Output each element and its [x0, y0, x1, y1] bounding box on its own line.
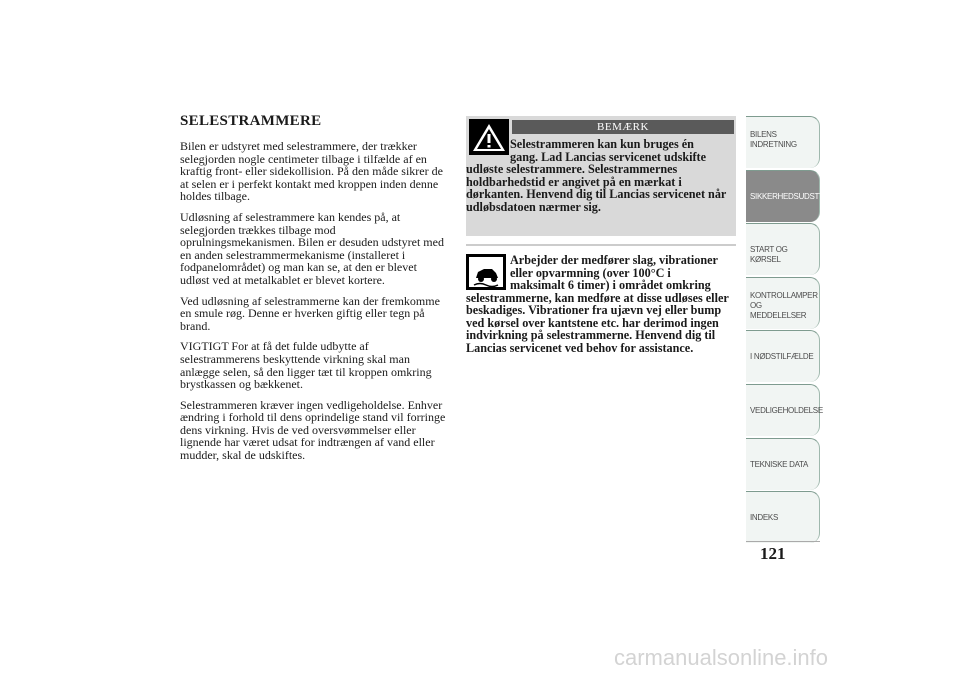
- section-title: SELESTRAMMERE: [180, 113, 322, 129]
- tab-bilens-indretning[interactable]: [746, 116, 820, 168]
- warning-rest: udløste selestrammere. Selestrammernes holdbarhedstid er angivet på en mærkat i dørkanten. Henvend dig til Lancias servicenet når udløbsdatoen nærmer sig.: [466, 162, 727, 214]
- tab-indeks[interactable]: [746, 491, 820, 543]
- paragraph-3: Ved udløsning af selestrammerne kan der fremkomme en smule røg. Denne er hverken giftig eller tegn på brand.: [180, 293, 440, 333]
- paragraph-4: VIGTIGT For at få det fulde udbytte af selestrammerens beskyttende virkning skal man anlægge selen, så den ligger tæt til kroppen omkring brystkassen og bækkenet.: [180, 339, 432, 392]
- caution-line-1: Arbejder der medfører slag, vibrationer: [510, 253, 718, 267]
- paragraph-5: Selestrammeren kræver ingen vedligeholdelse. Enhver ændring i forhold til dens oprindelige stand vil forringe dens virkning. Hvis de ved oversvømmelser eller lignende har været udsat for indtrængen af vand eller mudder, skal de udskiftes.: [180, 397, 446, 463]
- tab-label: START OG KØRSEL: [750, 245, 788, 265]
- divider: [466, 244, 736, 246]
- caution-text: [466, 254, 738, 354]
- paragraph-2: Udløsning af selestrammere kan kendes på, at selegjorden trækkes tilbage mod oprulningsmekanismen. Bilen er desuden udstyret med en anden selestrammermekanisme (installeret i fodpanelområdet) og man kan se, at den er blevet udløst ved at metalkablet er blevet kortere.: [180, 209, 444, 287]
- tab-label: SIKKERHEDSUDSTYR: [750, 191, 830, 201]
- tab-vedligeholdelse[interactable]: [746, 384, 823, 436]
- tab-tekniske-data[interactable]: [746, 438, 820, 490]
- caution-box: [466, 254, 736, 354]
- left-column: [180, 112, 448, 470]
- tab-label-line2: OG MEDDELELSER: [750, 300, 807, 320]
- caution-line-3: maksimalt 6 timer) i området omkring: [510, 278, 711, 292]
- tab-label: INDEKS: [750, 513, 778, 523]
- tab-label: VEDLIGEHOLDELSE: [750, 405, 823, 415]
- tab-label: TEKNISKE DATA: [750, 459, 809, 469]
- tab-start-og-korsel[interactable]: [746, 223, 820, 275]
- car-slip-icon: [466, 254, 506, 290]
- tab-sikkerhedsudstyr[interactable]: [746, 170, 830, 222]
- caution-rest: selestrammerne, kan medføre at disse udløses eller beskadiges. Vibrationer fra ujævn vej eller bump ved kørsel over kantstene etc. har derimod ingen indvirkning på selestrammerne. Henvend dig til Lancias servicenet ved behov for assistance.: [466, 290, 729, 355]
- tab-label: BILENS: [750, 130, 777, 139]
- warning-box: [466, 116, 736, 236]
- tab-label: I NØDSTILFÆLDE: [750, 352, 814, 362]
- warning-text: [466, 138, 732, 214]
- bemaerk-header: BEMÆRK: [512, 120, 734, 134]
- chapter-sidebar: [746, 116, 830, 545]
- page-number-rule: [746, 541, 820, 542]
- page-number: 121: [760, 544, 786, 563]
- tab-i-nodstilfaelde[interactable]: [746, 330, 820, 382]
- watermark: carmanualsonline.info: [614, 645, 829, 670]
- caution-line-2: eller opvarmning (over 100°C i: [510, 265, 671, 280]
- warning-line-2: gang. Lad Lancias servicenet udskifte: [510, 149, 707, 164]
- tab-kontrollamper[interactable]: [746, 277, 820, 329]
- warning-line-1: Selestrammeren kan kun bruges én: [510, 137, 694, 151]
- paragraph-1: Bilen er udstyret med selestrammere, der trækker selegjorden nogle centimeter tilbage i tilfælde af en kraftig front- eller sidekollision. På den måde sikrer de at selen er i perfekt kontakt med kroppen inden denne holdes tilbage.: [180, 139, 443, 204]
- tab-label-line2: INDRETNING: [750, 140, 797, 149]
- tab-label: KONTROLLAMPER: [750, 290, 818, 300]
- right-column: [466, 116, 736, 354]
